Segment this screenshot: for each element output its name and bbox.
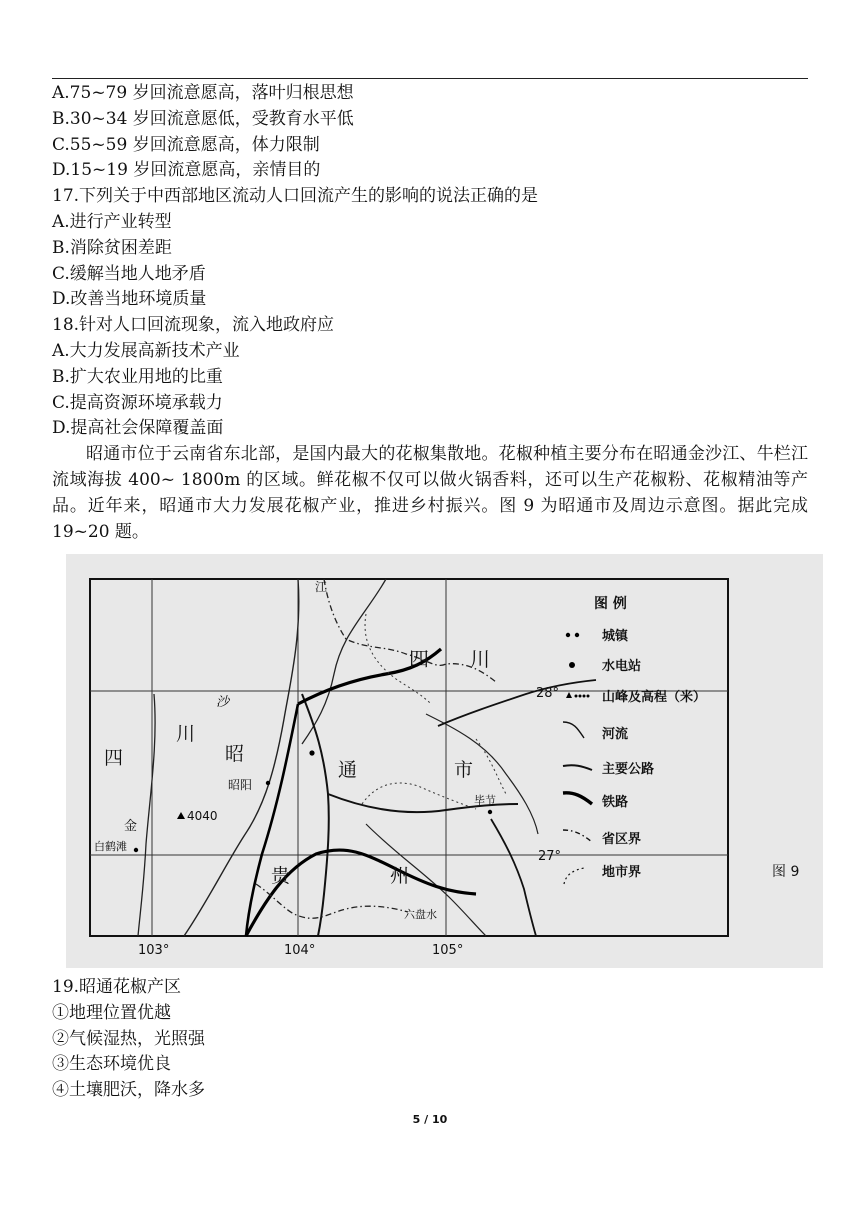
label-jin: 金 <box>124 819 138 834</box>
q18-option-a: A.大力发展高新技术产业 <box>52 340 240 361</box>
legend-river <box>563 722 628 742</box>
lon-label-104: 104° <box>284 943 316 958</box>
lat-label-28: 28° <box>536 686 560 701</box>
top-rule <box>52 78 808 79</box>
page-number: 5 / 10 <box>412 1113 448 1126</box>
q17-option-d: D.改善当地环境质量 <box>52 289 207 310</box>
provincial-boundary-south <box>256 884 408 918</box>
highway-4 <box>491 819 536 936</box>
label-shi: 市 <box>454 759 474 781</box>
label-liupanshui: 六盘水 <box>404 908 437 921</box>
legend-city-boundary <box>564 864 641 884</box>
lat-label-27: 27° <box>538 849 562 864</box>
highway-1 <box>302 694 329 936</box>
city-boundary-2 <box>362 783 476 809</box>
legend-title: 图 例 <box>594 596 627 612</box>
river-north <box>302 579 386 744</box>
question-18-stem: 18.针对人口回流现象，流入地政府应 <box>52 315 335 336</box>
label-sichuan-left-si: 四 <box>104 747 124 769</box>
lon-label-105: 105° <box>432 943 464 958</box>
label-peak-elevation: 4040 <box>187 809 218 823</box>
question-17-stem: 17.下列关于中西部地区流动人口回流产生的影响的说法正确的是 <box>52 186 539 207</box>
label-sha: 沙 <box>216 695 230 710</box>
passage-paragraph: 昭通市位于云南省东北部，是国内最大的花椒集散地。花椒种植主要分布在昭通金沙江、牛栏江流域海拔 400~ 1800m 的区域。鲜花椒不仅可以做火锅香料，还可以生产花椒粉、花椒精油等产品。近年来，昭通市大力发展花椒产业，推进乡村振兴。图 9 为昭通市及周边示意图。据此完成 19~20 题。 <box>52 444 808 542</box>
option-b: B.30~34 岁回流意愿低，受教育水平低 <box>52 108 354 129</box>
question-19-stem: 19.昭通花椒产区 <box>52 977 182 997</box>
label-zhou: 州 <box>390 865 410 887</box>
q19-item-4: ④土壤肥沃，降水多 <box>52 1080 205 1101</box>
q18-option-b: B.扩大农业用地的比重 <box>52 366 223 387</box>
figure-label: 图 9 <box>772 864 800 880</box>
label-sichuan-1: 四 <box>409 647 429 671</box>
highway-3 <box>438 680 596 726</box>
legend-label-river: 河流 <box>602 727 629 742</box>
label-gui: 贵 <box>271 865 291 887</box>
legend-label-city-boundary: 地市界 <box>602 865 642 880</box>
q17-option-b: B.消除贫困差距 <box>52 237 172 258</box>
label-zhaoyang: 昭阳 <box>228 778 253 792</box>
legend-hydropower <box>569 658 641 674</box>
peak-triangle <box>177 812 185 819</box>
figure-9-map <box>66 554 823 968</box>
question-16-options <box>52 81 808 545</box>
q18-option-d: D.提高社会保障覆盖面 <box>52 418 224 439</box>
legend-label-peak: 山峰及高程（米） <box>602 690 707 705</box>
map-svg <box>66 554 823 968</box>
label-baihetan: 白鹤滩 <box>94 840 127 853</box>
label-tong: 通 <box>338 759 358 781</box>
railway-south <box>246 850 476 936</box>
legend-label-hydropower: 水电站 <box>602 659 642 674</box>
label-jiang: 江 <box>315 580 328 594</box>
legend-label-railway: 铁路 <box>602 795 629 810</box>
q17-option-c: C.缓解当地人地矛盾 <box>52 263 206 284</box>
option-c: C.55~59 岁回流意愿高，体力限制 <box>52 134 320 155</box>
city-boundary-3 <box>476 739 506 794</box>
label-sichuan-2: 川 <box>470 647 490 671</box>
q19-item-1: ①地理位置优越 <box>52 1002 171 1023</box>
q17-option-a: A.进行产业转型 <box>52 211 172 232</box>
q18-option-c: C.提高资源环境承载力 <box>52 392 223 413</box>
town-dot-bijie <box>488 810 492 814</box>
legend-label-town: 城镇 <box>602 629 629 644</box>
question-19 <box>52 975 808 1104</box>
option-a: A.75~79 岁回流意愿高，落叶归根思想 <box>52 83 354 103</box>
lon-label-103: 103° <box>138 943 170 958</box>
legend-railway <box>563 793 628 810</box>
legend-provincial-boundary <box>563 830 641 847</box>
town-dot-zhaotong <box>309 750 314 755</box>
river-east <box>426 714 538 834</box>
hydropower-dot <box>134 848 138 852</box>
legend-town <box>566 628 629 644</box>
q19-item-2: ②气候湿热，光照强 <box>52 1028 205 1049</box>
legend-highway <box>563 761 654 777</box>
option-d: D.15~19 岁回流意愿高，亲情目的 <box>52 160 321 181</box>
label-bijie: 毕节 <box>474 794 496 807</box>
town-dot-zhaoyang <box>266 781 270 785</box>
q19-item-3: ③生态环境优良 <box>52 1054 171 1075</box>
legend-label-highway: 主要公路 <box>602 762 655 777</box>
river-west <box>138 694 155 936</box>
legend-label-provincial-boundary: 省区界 <box>602 832 642 847</box>
label-sichuan-left-chuan: 川 <box>176 723 196 745</box>
label-zhao: 昭 <box>225 743 245 765</box>
